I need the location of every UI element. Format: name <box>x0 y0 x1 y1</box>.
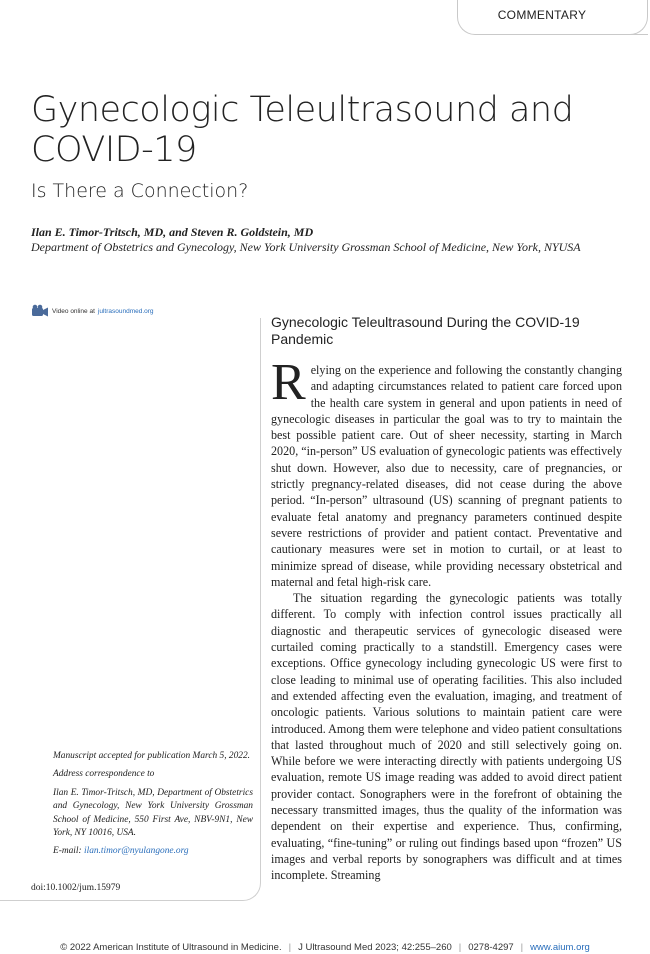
section-label: COMMENTARY <box>497 8 587 22</box>
article-subtitle: Is There a Connection? <box>31 180 249 202</box>
accepted-date: Manuscript accepted for publication March 5, 2022. <box>53 751 251 761</box>
section-tab <box>457 0 648 35</box>
video-online-note <box>31 304 154 318</box>
section-heading: Gynecologic Teleultrasound During the COVID-19 Pandemic <box>271 314 580 347</box>
email-label: E-mail: <box>53 846 84 857</box>
doi: doi:10.1002/jum.15979 <box>31 883 121 893</box>
correspondence-address: Ilan E. Timor-Tritsch, MD, Department of Obstetrics and Gynecology, New York University Grossman School of Medicine, 550 First Ave, NBV-9N1, New York, NY 10016, USA. <box>53 787 253 839</box>
body-paragraph-1 <box>271 362 622 590</box>
page-footer <box>0 942 650 953</box>
footer-separator: | <box>458 942 462 953</box>
email-line <box>53 845 253 858</box>
footer-copyright: © 2022 American Institute of Ultrasound in Medicine. <box>60 942 282 953</box>
manuscript-notes <box>53 750 253 864</box>
video-camera-icon <box>31 304 49 318</box>
body-paragraph-2: The situation regarding the gynecologic patients was totally different. To comply with infection control issues practically all diagnostic and therapeutic services of gynecologic diseased were curtailed coming practically to a standstill. Emergency cases were exceptions. Office gynecology including gynecologic US were first to close leading to minimal use of operating facilities. This also included and extended affecting even the evaluation, imaging, and treatment of oncologic patients. Various solutions to maintain patient care were introduced. Among them were telephone and video patient consultations that lasted throughout much of 2020 and still selectively going on. While before we were interacting directly with patients undergoing US evaluation, remote US image reading was added to avoid direct patient provider contact. Sonographers were in the forefront of obtaining the necessary transmitted images, thus the quality of the information was dependent on their expertise and experience. Thus, confirming, evaluating, “fine-tuning” or ruling out findings based upon “frozen” US images and verbal reports by sonographers was difficult and at times incomplete. Streaming <box>271 591 622 883</box>
footer-journal: J Ultrasound Med 2023; 42:255–260 <box>298 942 452 953</box>
footer-separator: | <box>288 942 292 953</box>
footer-issn: 0278-4297 <box>468 942 514 953</box>
footer-website-link[interactable]: www.aium.org <box>530 942 590 953</box>
address-label: Address correspondence to <box>53 769 155 780</box>
video-online-link[interactable]: jultrasoundmed.org <box>97 307 154 315</box>
video-note-prefix: Video online at <box>52 307 95 315</box>
article-body <box>271 362 622 896</box>
author-list: Ilan E. Timor-Tritsch, MD, and Steven R. Goldstein, MD <box>31 225 314 239</box>
tab-border <box>623 0 648 35</box>
paragraph-1-text: elying on the experience and following the constantly changing and adapting circumstances related to patient care forced upon the health care system in general and upon patients in need of gynecologic diseases in particular the goal was to try to maintain the best possible patient care. Out of sheer necessity, starting in March 2020, “in-person” US evaluation of gynecologic patients was effectively shut down. However, also due to necessity, care of pregnancies, or strictly pregnancy-related diseases, did not cease during the above period. “In-person” ultrasound (US) scanning of pregnant patients to evaluate fetal anatomy and pregnancy parameters continued despite severe restrictions of provider and patient contact. Preventative and cautionary measures were set in motion to curtail, or at least to minimize spread of disease, while providing necessary obstetrical and maternal and fetal high-risk care. <box>271 363 622 589</box>
email-link[interactable]: ilan.timor@nyulangone.org <box>83 846 189 857</box>
author-affiliation: Department of Obstetrics and Gynecology, New York University Grossman School of Medicine, New York, NYUSA <box>31 240 581 254</box>
footer-separator: | <box>520 942 524 953</box>
drop-cap: R <box>271 362 306 411</box>
article-title: Gynecologic Teleultrasound and COVID-19 <box>31 90 574 170</box>
